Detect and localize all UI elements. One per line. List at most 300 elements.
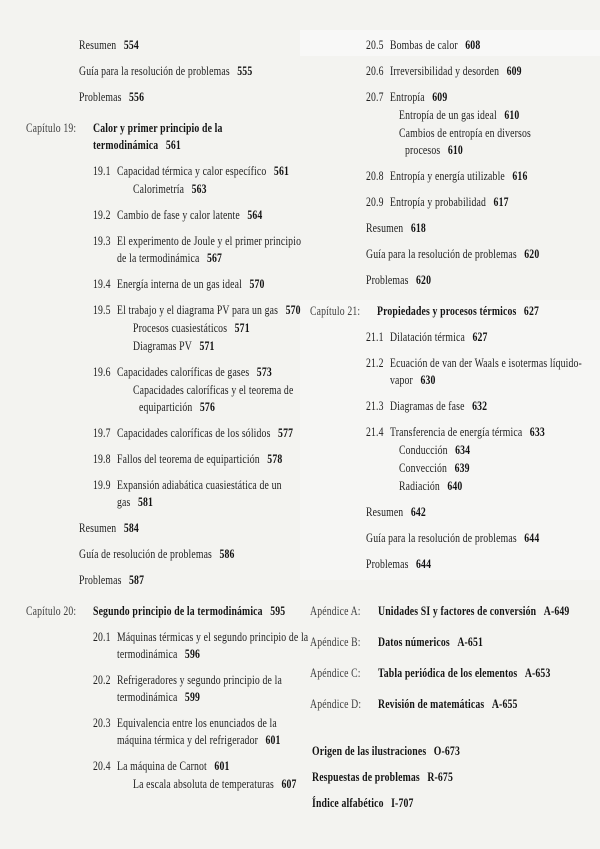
entry-text: Capacidades caloríficas de gases — [117, 364, 250, 379]
section-number — [366, 423, 390, 440]
entry-line — [310, 664, 361, 681]
entry-line — [93, 275, 111, 292]
toc-entry-meta — [310, 503, 598, 520]
section-title — [117, 301, 304, 318]
appendix-label-text: Apéndice D: — [310, 696, 362, 711]
entry-line — [93, 162, 111, 179]
section-title — [117, 714, 304, 748]
subsection-title — [133, 775, 304, 792]
entry-line — [26, 602, 76, 619]
section-title — [117, 757, 304, 774]
entry-text: Irreversibilidad y desorden — [389, 63, 499, 78]
section-title — [117, 162, 304, 179]
page-number: 627 — [472, 329, 488, 344]
entry-line — [366, 245, 540, 262]
section-title — [117, 206, 304, 223]
section-title — [117, 275, 304, 292]
appendix-title — [378, 664, 598, 681]
toc-entry-chapter — [26, 119, 304, 153]
section-number — [366, 193, 390, 210]
entry-line — [93, 602, 286, 619]
entry-line — [117, 476, 282, 493]
entry-line — [133, 381, 294, 398]
entry-text: Propiedades y procesos térmicos — [377, 303, 517, 318]
section-title — [390, 354, 598, 388]
page-number: 586 — [219, 546, 235, 561]
section-title — [117, 450, 304, 467]
toc-entry-appendix — [310, 695, 598, 712]
toc-entry-section — [310, 397, 598, 414]
toc-entry-section — [310, 62, 598, 79]
page-number: 620 — [416, 272, 432, 287]
chapter-label — [26, 119, 93, 153]
section-number — [93, 628, 117, 662]
section-number-text: 19.8 — [93, 451, 111, 466]
page-number: 610 — [504, 107, 520, 122]
entry-text: Resumen — [79, 37, 117, 52]
entry-text: El experimento de Joule y el primer principio — [117, 233, 302, 248]
toc-entry-meta — [26, 88, 304, 105]
section-number — [93, 275, 117, 292]
toc-entry-subsection — [310, 477, 598, 494]
section-number-text: 19.4 — [93, 276, 111, 291]
entry-line — [117, 301, 301, 318]
entry-line — [117, 688, 257, 705]
entry-text: Calor y primer principio de la — [93, 120, 223, 135]
chapter-title — [377, 302, 598, 319]
entry-line — [93, 671, 111, 688]
page-number: 639 — [454, 460, 470, 475]
entry-text: Guía para la resolución de problemas — [366, 530, 517, 545]
toc-entry-section — [310, 328, 598, 345]
page-number: 607 — [281, 776, 297, 791]
entry-line — [366, 555, 540, 572]
entry-text: Conducción — [399, 442, 448, 457]
section-number — [366, 328, 390, 345]
page-number: 627 — [523, 303, 540, 318]
entry-line — [310, 602, 361, 619]
entry-text: Problemas — [79, 89, 122, 104]
entry-text: Resumen — [79, 520, 117, 535]
section-number — [366, 354, 390, 388]
entry-line — [93, 301, 111, 318]
entry-line — [390, 397, 546, 414]
entry-text: Equivalencia entre los enunciados de la — [117, 715, 277, 730]
toc-entry-section — [26, 206, 304, 223]
entry-line — [26, 119, 76, 136]
page-number: 587 — [129, 572, 145, 587]
section-title — [117, 232, 304, 266]
entry-line — [377, 302, 543, 319]
page-number: 642 — [410, 504, 426, 519]
appendix-label — [310, 602, 378, 619]
section-number — [93, 757, 117, 774]
section-number — [93, 714, 117, 748]
toc-entry-section — [310, 36, 598, 53]
section-number-text: 20.8 — [366, 168, 384, 183]
toc-entry-section — [26, 363, 304, 380]
section-title — [117, 476, 304, 510]
toc-entry-subsection — [310, 106, 598, 123]
page-number: 601 — [214, 758, 230, 773]
entry-line — [79, 571, 248, 588]
entry-text: de la termodinámica — [117, 250, 200, 265]
entry-text: Resumen — [366, 504, 404, 519]
chapter-label-text: Capítulo 21: — [310, 303, 361, 318]
entry-line — [117, 232, 302, 249]
entry-text: Guía de resolución de problemas — [79, 546, 212, 561]
page-number: A-653 — [524, 665, 551, 680]
page-number: R-675 — [427, 769, 453, 784]
section-number-text: 19.5 — [93, 302, 111, 317]
page-number: I-707 — [391, 795, 414, 810]
section-number — [366, 167, 390, 184]
toc-entry-section — [26, 714, 304, 748]
toc-entry-meta — [310, 555, 598, 572]
section-number — [366, 62, 390, 79]
entry-line — [310, 302, 360, 319]
page-number: 584 — [123, 520, 139, 535]
entry-line — [399, 141, 548, 158]
entry-line — [390, 423, 546, 440]
entry-text: Calorimetría — [133, 181, 185, 196]
page-number: 561 — [273, 163, 289, 178]
toc-entry-meta — [310, 219, 598, 236]
entry-text: El trabajo y el diagrama PV para un gas — [117, 302, 279, 317]
toc-entry-subsection — [310, 441, 598, 458]
page-number: A-651 — [456, 634, 483, 649]
entry-text: máquina térmica y del refrigerador — [117, 732, 258, 747]
section-number-text: 20.9 — [366, 194, 384, 209]
entry-text: Guía para la resolución de problemas — [79, 63, 230, 78]
subsection-title — [399, 106, 598, 123]
entry-text: Bombas de calor — [389, 37, 458, 52]
entry-line — [366, 271, 540, 288]
toc-entry-section — [26, 450, 304, 467]
entry-text: Expansión adiabática cuasiestática de un — [117, 477, 282, 492]
section-number-text: 19.7 — [93, 425, 111, 440]
page-number: 601 — [265, 732, 281, 747]
page-number: 581 — [137, 494, 154, 509]
entry-line — [366, 36, 384, 53]
entry-line — [117, 645, 257, 662]
entry-line — [133, 398, 261, 415]
subsection-title — [133, 381, 304, 415]
entry-text: gas — [117, 494, 131, 509]
page-number: 570 — [285, 302, 301, 317]
toc-entry-subsection — [26, 337, 304, 354]
page-number: 610 — [447, 142, 463, 157]
entry-text: Entropía y probabilidad — [389, 194, 486, 209]
page-number: 555 — [237, 63, 253, 78]
toc-entry-appendix — [310, 602, 598, 619]
entry-line — [79, 36, 248, 53]
section-title — [390, 167, 598, 184]
toc-entry-chapter — [26, 602, 304, 619]
entry-line — [378, 633, 543, 650]
toc-entry-meta — [26, 36, 304, 53]
toc-entry-section — [310, 88, 598, 105]
entry-text: equipartición — [139, 399, 193, 414]
toc-entry-backmatter — [310, 768, 598, 785]
toc-entry-section — [26, 424, 304, 441]
entry-line — [366, 354, 384, 371]
appendix-title — [378, 633, 598, 650]
subsection-title — [399, 124, 598, 158]
entry-text: Problemas — [79, 572, 122, 587]
chapter-title — [93, 119, 304, 153]
entry-line — [117, 714, 277, 731]
page-number: 644 — [524, 530, 540, 545]
entry-text: Convección — [399, 460, 448, 475]
entry-line — [377, 664, 551, 681]
page-number: 564 — [247, 207, 263, 222]
entry-text: Procesos cuasiestáticos — [133, 320, 228, 335]
entry-line — [93, 232, 111, 249]
entry-text: Respuestas de problemas — [312, 769, 420, 784]
page-number: A-655 — [492, 696, 518, 711]
entry-line — [93, 628, 111, 645]
entry-line — [117, 493, 257, 510]
appendix-title — [378, 695, 598, 712]
appendix-label — [310, 664, 378, 681]
entry-line — [117, 731, 281, 748]
entry-line — [399, 459, 548, 476]
entry-line — [366, 423, 384, 440]
page-number: 632 — [471, 398, 487, 413]
section-number-text: 19.9 — [93, 477, 111, 492]
page-number: 609 — [506, 63, 522, 78]
subsection-title — [399, 477, 598, 494]
section-number — [93, 301, 117, 318]
toc-entry-section — [26, 301, 304, 318]
entry-line — [366, 503, 540, 520]
section-number-text: 20.2 — [93, 672, 111, 687]
toc-column-left — [26, 36, 309, 801]
entry-line — [93, 450, 111, 467]
entry-line — [366, 219, 540, 236]
entry-line — [399, 441, 548, 458]
chapter-label — [310, 302, 377, 319]
page-number: 571 — [199, 338, 215, 353]
section-number-text: 21.3 — [366, 398, 384, 413]
section-title — [117, 628, 309, 662]
toc-entry-subsection — [26, 319, 304, 336]
toc-entry-meta — [26, 545, 304, 562]
entry-text: termodinámica — [117, 646, 178, 661]
entry-text: Fallos del teorema de equipartición — [117, 451, 260, 466]
toc-entry-section — [26, 275, 304, 292]
page-number: 563 — [191, 181, 207, 196]
section-title — [117, 671, 304, 705]
entry-text: Tabla periódica de los elementos — [377, 665, 517, 680]
toc-entry-section — [26, 757, 304, 774]
toc-column-right — [310, 36, 598, 820]
entry-text: Problemas — [366, 556, 409, 571]
page-number: 567 — [206, 250, 223, 265]
page-number: 618 — [410, 220, 426, 235]
page-number: 570 — [249, 276, 265, 291]
page-number: 609 — [431, 89, 447, 104]
section-number — [93, 476, 117, 510]
page-number: 633 — [529, 424, 545, 439]
section-title — [390, 423, 598, 440]
entry-line — [79, 88, 248, 105]
entry-text: Cambios de entropía en diversos — [399, 125, 531, 140]
page-number: 596 — [184, 646, 201, 661]
section-number — [366, 36, 390, 53]
entry-line — [117, 275, 265, 292]
entry-text: Índice alfabético — [312, 795, 384, 810]
entry-line — [366, 529, 540, 546]
toc-entry-meta — [310, 271, 598, 288]
entry-text: Capacidades caloríficas de los sólidos — [117, 425, 271, 440]
entry-line — [93, 757, 111, 774]
entry-text: Capacidades caloríficas y el teorema de — [133, 382, 294, 397]
entry-line — [399, 106, 548, 123]
section-number-text: 20.6 — [366, 63, 384, 78]
page-number: 620 — [524, 246, 540, 261]
section-number — [366, 88, 390, 105]
appendix-label — [310, 633, 378, 650]
subsection-title — [399, 459, 598, 476]
entry-line — [399, 477, 548, 494]
entry-line — [399, 124, 548, 141]
toc-entry-section — [26, 232, 304, 266]
page-number: 640 — [447, 478, 463, 493]
toc-entry-section — [26, 671, 304, 705]
section-number — [93, 363, 117, 380]
appendix-label-text: Apéndice A: — [310, 603, 361, 618]
entry-line — [93, 714, 111, 731]
toc-entry-meta — [26, 62, 304, 79]
section-number — [366, 397, 390, 414]
page-number: 561 — [165, 137, 181, 152]
section-number-text: 19.1 — [93, 163, 111, 178]
entry-line — [79, 545, 248, 562]
entry-line — [312, 768, 527, 785]
section-number-text: 21.4 — [366, 424, 384, 439]
entry-text: Máquinas térmicas y el segundo principio de la — [117, 629, 309, 644]
toc-entry-subsection — [26, 381, 304, 415]
chapter-label-text: Capítulo 19: — [26, 120, 77, 135]
appendix-title — [378, 602, 598, 619]
entry-text: Energía interna de un gas ideal — [117, 276, 242, 291]
section-number-text: 20.1 — [93, 629, 111, 644]
entry-line — [377, 602, 569, 619]
section-number — [93, 232, 117, 266]
section-title — [390, 397, 598, 414]
entry-line — [93, 206, 111, 223]
entry-text: Transferencia de energía térmica — [389, 424, 522, 439]
entry-text: Ecuación de van der Waals e isotermas líquido- — [389, 355, 582, 370]
chapter-label-text: Capítulo 20: — [26, 603, 77, 618]
entry-line — [93, 119, 251, 136]
entry-text: Revisión de matemáticas — [378, 696, 485, 711]
entry-line — [310, 633, 361, 650]
appendix-label — [310, 695, 378, 712]
toc-entry-backmatter — [310, 794, 598, 811]
toc-entry-meta — [310, 245, 598, 262]
toc-entry-subsection — [26, 775, 304, 792]
section-title — [390, 88, 598, 105]
entry-line — [117, 363, 272, 380]
section-number-text: 20.7 — [366, 89, 384, 104]
entry-line — [366, 88, 384, 105]
entry-line — [117, 671, 282, 688]
page-number: 576 — [199, 399, 215, 414]
entry-line — [390, 62, 546, 79]
entry-line — [133, 337, 261, 354]
entry-text: Resumen — [366, 220, 404, 235]
entry-line — [117, 450, 283, 467]
entry-text: Entropía de un gas ideal — [399, 107, 497, 122]
entry-line — [378, 695, 543, 712]
entry-line — [117, 757, 257, 774]
toc-entry-meta — [310, 529, 598, 546]
entry-line — [312, 742, 527, 759]
entry-line — [390, 193, 546, 210]
section-number-text: 21.2 — [366, 355, 384, 370]
entry-text: Datos númericos — [377, 634, 450, 649]
entry-line — [117, 628, 309, 645]
section-number — [93, 206, 117, 223]
entry-line — [366, 193, 384, 210]
toc-entry-section — [310, 193, 598, 210]
entry-line — [390, 328, 546, 345]
section-number — [93, 162, 117, 179]
entry-line — [366, 397, 384, 414]
entry-line — [366, 328, 384, 345]
toc-entry-appendix — [310, 633, 598, 650]
page-number: 630 — [420, 372, 436, 387]
toc-entry-section — [26, 162, 304, 179]
entry-text: Unidades SI y factores de conversión — [377, 603, 536, 618]
page-number: A-649 — [543, 603, 569, 618]
entry-text: Diagramas de fase — [389, 398, 465, 413]
entry-line — [312, 794, 527, 811]
toc-entry-meta — [26, 519, 304, 536]
chapter-label — [26, 602, 93, 619]
page-number: 556 — [129, 89, 145, 104]
subsection-title — [133, 319, 304, 336]
section-number-text: 20.4 — [93, 758, 111, 773]
entry-line — [366, 167, 384, 184]
toc-entry-section — [310, 167, 598, 184]
page-number: 571 — [234, 320, 250, 335]
section-number — [93, 450, 117, 467]
entry-line — [79, 519, 248, 536]
entry-line — [117, 206, 263, 223]
toc-entry-section — [26, 628, 309, 662]
section-title — [390, 193, 598, 210]
section-title — [390, 36, 598, 53]
page-number: 616 — [511, 168, 528, 183]
entry-text: Problemas — [366, 272, 409, 287]
section-title — [117, 363, 304, 380]
entry-text: Dilatación térmica — [389, 329, 465, 344]
entry-line — [390, 88, 546, 105]
page-number: 634 — [455, 442, 471, 457]
entry-line — [93, 136, 251, 153]
subsection-title — [133, 337, 304, 354]
toc-entry-meta — [26, 571, 304, 588]
entry-text: Segundo principio de la termodinámica — [93, 603, 263, 618]
section-number — [93, 671, 117, 705]
section-number-text: 19.2 — [93, 207, 111, 222]
entry-text: Capacidad térmica y calor específico — [117, 163, 267, 178]
entry-line — [93, 424, 111, 441]
